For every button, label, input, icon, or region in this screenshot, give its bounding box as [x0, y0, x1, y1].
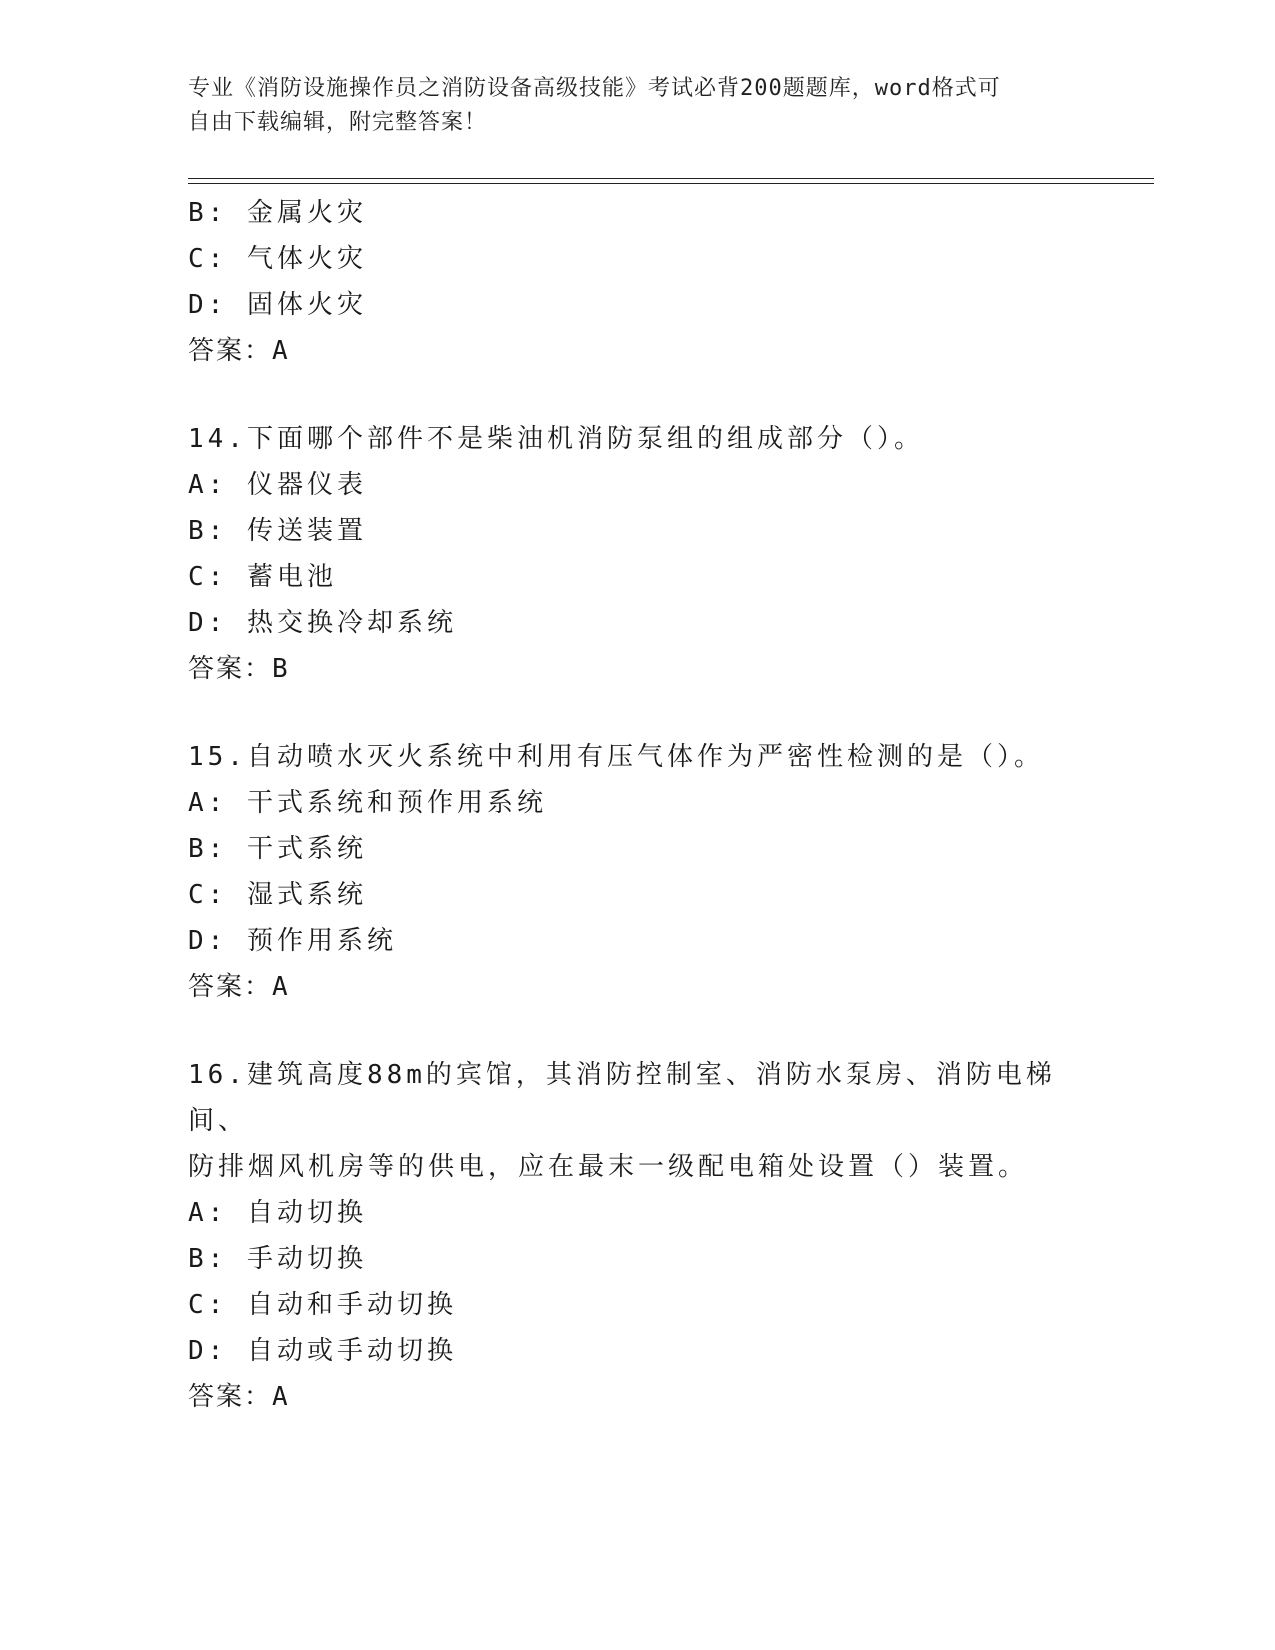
header-divider-top: [188, 178, 1154, 179]
question-text: 15.自动喷水灭火系统中利用有压气体作为严密性检测的是（）。: [188, 742, 1044, 772]
header-divider-bottom: [188, 183, 1154, 184]
option-d: D: 自动或手动切换: [188, 1336, 457, 1366]
option-b: B: 干式系统: [188, 834, 367, 864]
option-c: C: 蓄电池: [188, 562, 337, 592]
option-d: D: 固体火灾: [188, 290, 367, 320]
header-line-2: 自由下载编辑，附完整答案！: [188, 110, 488, 135]
option-d: D: 热交换冷却系统: [188, 608, 457, 638]
document-header: [188, 72, 1068, 140]
option-c: C: 自动和手动切换: [188, 1290, 457, 1320]
option-c: C: 气体火灾: [188, 244, 367, 274]
question-text-line-2: 防排烟风机房等的供电，应在最末一级配电箱处设置（）装置。: [188, 1152, 1029, 1182]
option-d: D: 预作用系统: [188, 926, 397, 956]
option-a: A: 自动切换: [188, 1198, 367, 1228]
question-list: [188, 190, 1108, 1420]
option-b: B: 手动切换: [188, 1244, 367, 1274]
answer-line: 答案：A: [188, 336, 290, 366]
option-a: A: 干式系统和预作用系统: [188, 788, 547, 818]
question-text-line-1: 16.建筑高度88m的宾馆，其消防控制室、消防水泵房、消防电梯间、: [188, 1060, 1056, 1136]
option-a: A: 仪器仪表: [188, 470, 367, 500]
option-b: B: 金属火灾: [188, 198, 367, 228]
question-15: [188, 734, 1108, 1010]
option-b: B: 传送装置: [188, 516, 367, 546]
question-16: [188, 1052, 1108, 1420]
answer-line: 答案：A: [188, 972, 290, 1002]
answer-line: 答案：B: [188, 654, 290, 684]
option-c: C: 湿式系统: [188, 880, 367, 910]
question-text: 14.下面哪个部件不是柴油机消防泵组的组成部分（）。: [188, 424, 924, 454]
answer-line: 答案：A: [188, 1382, 290, 1412]
question-13-fragment: [188, 190, 1108, 374]
question-14: [188, 416, 1108, 692]
header-line-1: 专业《消防设施操作员之消防设备高级技能》考试必背200题题库，word格式可: [188, 76, 1001, 101]
